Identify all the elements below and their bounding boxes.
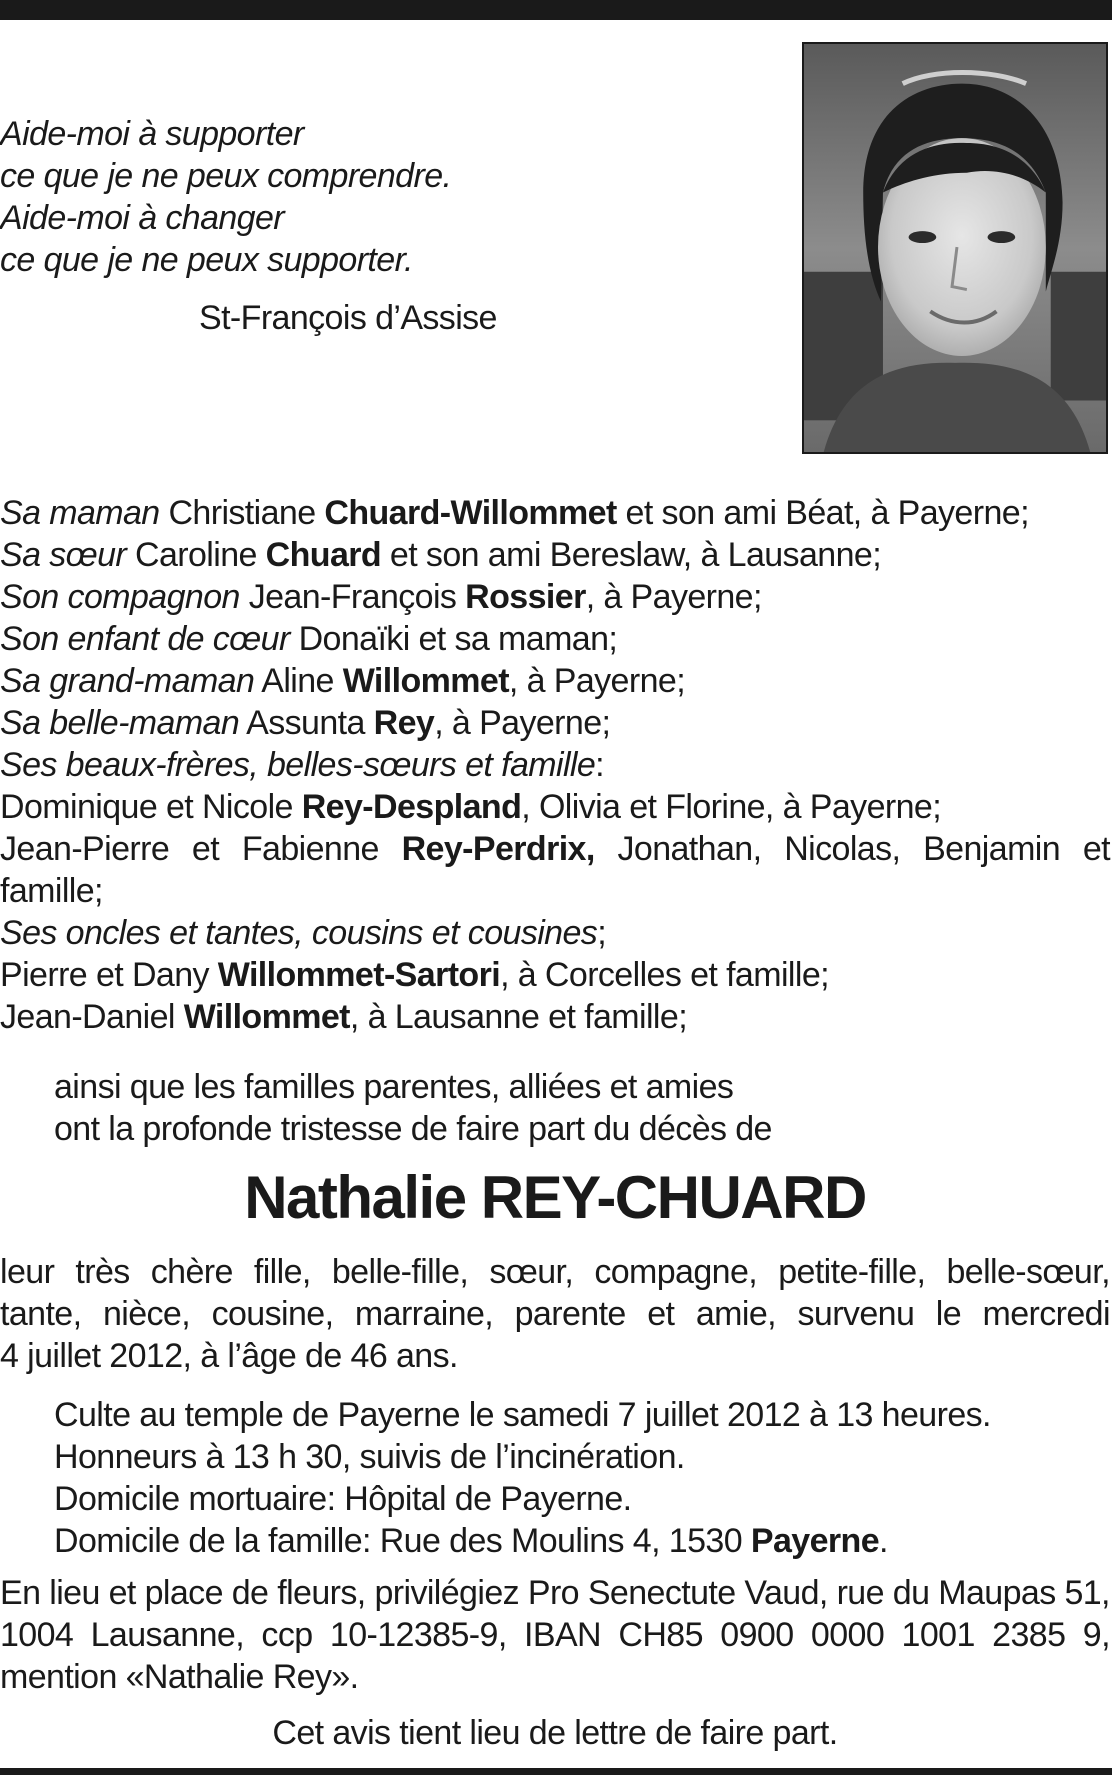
top-rule: [0, 0, 1112, 20]
surname: Willommet-Sartori: [217, 956, 501, 994]
announcement: [54, 1066, 772, 1150]
relation-label: Sa belle-maman: [0, 704, 240, 742]
family-list: [0, 492, 1110, 1038]
family-line: [0, 954, 1110, 996]
word: sœur,: [489, 1253, 574, 1291]
location-text: et son ami Bereslaw, à Lausanne;: [381, 536, 882, 574]
word: 0000: [810, 1616, 885, 1654]
word: et: [647, 1295, 675, 1333]
word: ccp: [261, 1616, 313, 1654]
family-line: [0, 786, 1110, 828]
family-line-justified: [0, 828, 1110, 870]
description-line: [0, 1293, 1110, 1335]
word: mercredi: [982, 1295, 1110, 1333]
word: lieu: [49, 1574, 100, 1612]
surname: Rossier: [465, 578, 586, 616]
word: En: [0, 1574, 41, 1612]
given-names: Christiane: [159, 494, 325, 532]
punctuation: .: [879, 1522, 888, 1560]
word: belle-fille,: [331, 1253, 469, 1291]
word: 51,: [1064, 1574, 1110, 1612]
address-text: Domicile de la famille: Rue des Moulins 4, 1530: [54, 1522, 751, 1560]
word: 0900: [720, 1616, 794, 1654]
word: rue: [836, 1574, 884, 1612]
word: et: [191, 830, 220, 868]
word: Vaud,: [744, 1574, 828, 1612]
family-line: [0, 996, 1110, 1038]
city: Payerne: [750, 1522, 880, 1560]
relation-label: Sa maman: [0, 494, 160, 532]
location-text: , Olivia et Florine, à Payerne;: [521, 788, 942, 826]
bottom-rule: [0, 1768, 1112, 1775]
family-line: [0, 912, 1110, 954]
poem: [0, 113, 451, 281]
word: Senectute: [587, 1574, 736, 1612]
family-line: [0, 870, 1110, 912]
description-line: 4 juillet 2012, à l’âge de 46 ans.: [0, 1337, 458, 1375]
word: CH85: [618, 1616, 703, 1654]
location-text: , à Payerne;: [434, 704, 611, 742]
word: nièce,: [102, 1295, 191, 1333]
surname: Rey-Despland: [301, 788, 522, 826]
given-names: Assunta: [239, 704, 374, 742]
poem-author: St-François d’Assise: [199, 299, 497, 337]
surname: Rey: [373, 704, 435, 742]
word: tante,: [0, 1295, 82, 1333]
given-names: Caroline: [126, 536, 266, 574]
word: fleurs,: [277, 1574, 366, 1612]
portrait-photo: [802, 42, 1108, 454]
word: marraine,: [354, 1295, 494, 1333]
mortuary-address: Domicile mortuaire: Hôpital de Payerne.: [54, 1480, 632, 1518]
word: très: [75, 1253, 130, 1291]
word: compagne,: [594, 1253, 758, 1291]
punctuation: :: [595, 746, 605, 784]
relation-label: Sa grand-maman: [0, 662, 255, 700]
service-details: [54, 1394, 991, 1562]
word: chère: [150, 1253, 233, 1291]
description-line: [0, 1251, 1110, 1293]
poem-line: Aide-moi à supporter: [0, 115, 304, 153]
word: belle-sœur,: [946, 1253, 1110, 1291]
given-names: famille;: [0, 872, 103, 910]
word: le: [935, 1295, 962, 1333]
poem-line: ce que je ne peux supporter.: [0, 241, 413, 279]
word: Benjamin: [923, 830, 1061, 868]
given-names: Dominique et Nicole: [0, 788, 302, 826]
donation-line: [0, 1614, 1110, 1656]
service-time: Culte au temple de Payerne le samedi 7 juillet 2012 à 13 heures.: [54, 1396, 991, 1434]
word: et: [1082, 830, 1110, 868]
location-text: et son ami Béat, à Payerne;: [616, 494, 1029, 532]
description: [0, 1251, 1110, 1377]
word: cousine,: [211, 1295, 334, 1333]
given-names: Jean-Daniel: [0, 998, 184, 1036]
word: place: [144, 1574, 223, 1612]
relation-label: Ses oncles et tantes, cousins et cousines: [0, 914, 598, 952]
word: Maupas: [938, 1574, 1056, 1612]
word: survenu: [797, 1295, 915, 1333]
word: Lausanne,: [90, 1616, 245, 1654]
word: Fabienne: [241, 830, 379, 868]
word: 2385: [992, 1616, 1066, 1654]
given-names: Donaïki et sa maman;: [289, 620, 618, 658]
closing-note: Cet avis tient lieu de lettre de faire part.: [272, 1714, 838, 1752]
word: du: [892, 1574, 930, 1612]
given-names: Jean-François: [239, 578, 466, 616]
family-line: [0, 534, 1110, 576]
portrait-image: [804, 44, 1106, 452]
relation-label: Son compagnon: [0, 578, 240, 616]
family-line: [0, 492, 1110, 534]
family-line: [0, 660, 1110, 702]
family-line: [0, 744, 1110, 786]
location-text: , à Payerne;: [585, 578, 762, 616]
deceased-name: Nathalie REY-CHUARD: [244, 1164, 866, 1231]
donation-line: [0, 1572, 1110, 1614]
word: fille,: [253, 1253, 311, 1291]
word: IBAN: [524, 1616, 602, 1654]
relation-label: Son enfant de cœur: [0, 620, 290, 658]
given-names: Pierre et Dany: [0, 956, 218, 994]
family-line: [0, 618, 1110, 660]
given-names: Aline: [254, 662, 343, 700]
relation-label: Sa sœur: [0, 536, 127, 574]
word: privilégiez: [374, 1574, 520, 1612]
word: Jean-Pierre: [0, 830, 170, 868]
honors-time: Honneurs à 13 h 30, suivis de l’incinération.: [54, 1438, 685, 1476]
word: Pro: [527, 1574, 579, 1612]
surname: Chuard: [265, 536, 382, 574]
word: Jonathan,: [617, 830, 762, 868]
location-text: , à Lausanne et famille;: [349, 998, 688, 1036]
word: amie,: [695, 1295, 777, 1333]
announcement-line: ont la profonde tristesse de faire part du décès de: [54, 1110, 772, 1148]
word: petite-fille,: [778, 1253, 926, 1291]
word: leur: [0, 1253, 55, 1291]
word: 10-12385-9,: [329, 1616, 507, 1654]
donation-info: [0, 1572, 1110, 1698]
family-line: [0, 702, 1110, 744]
word: de: [231, 1574, 269, 1612]
poem-line: Aide-moi à changer: [0, 199, 285, 237]
surname: Rey-Perdrix,: [401, 830, 595, 868]
family-line: [0, 576, 1110, 618]
word: 9,: [1082, 1616, 1110, 1654]
location-text: , à Corcelles et famille;: [500, 956, 829, 994]
word: parente: [514, 1295, 626, 1333]
relation-label: Ses beaux-frères, belles-sœurs et famille: [0, 746, 596, 784]
word: Nicolas,: [784, 830, 901, 868]
punctuation: ;: [597, 914, 607, 952]
poem-line: ce que je ne peux comprendre.: [0, 157, 452, 195]
word: 1001: [901, 1616, 975, 1654]
word: 1004: [0, 1616, 74, 1654]
location-text: , à Payerne;: [508, 662, 686, 700]
surname: Willommet: [342, 662, 509, 700]
surname: Willommet: [183, 998, 350, 1036]
word: et: [108, 1574, 136, 1612]
donation-line: mention «Nathalie Rey».: [0, 1658, 359, 1696]
family-address: [54, 1520, 991, 1562]
surname: Chuard-Willommet: [324, 494, 617, 532]
announcement-line: ainsi que les familles parentes, alliées et amies: [54, 1068, 734, 1106]
